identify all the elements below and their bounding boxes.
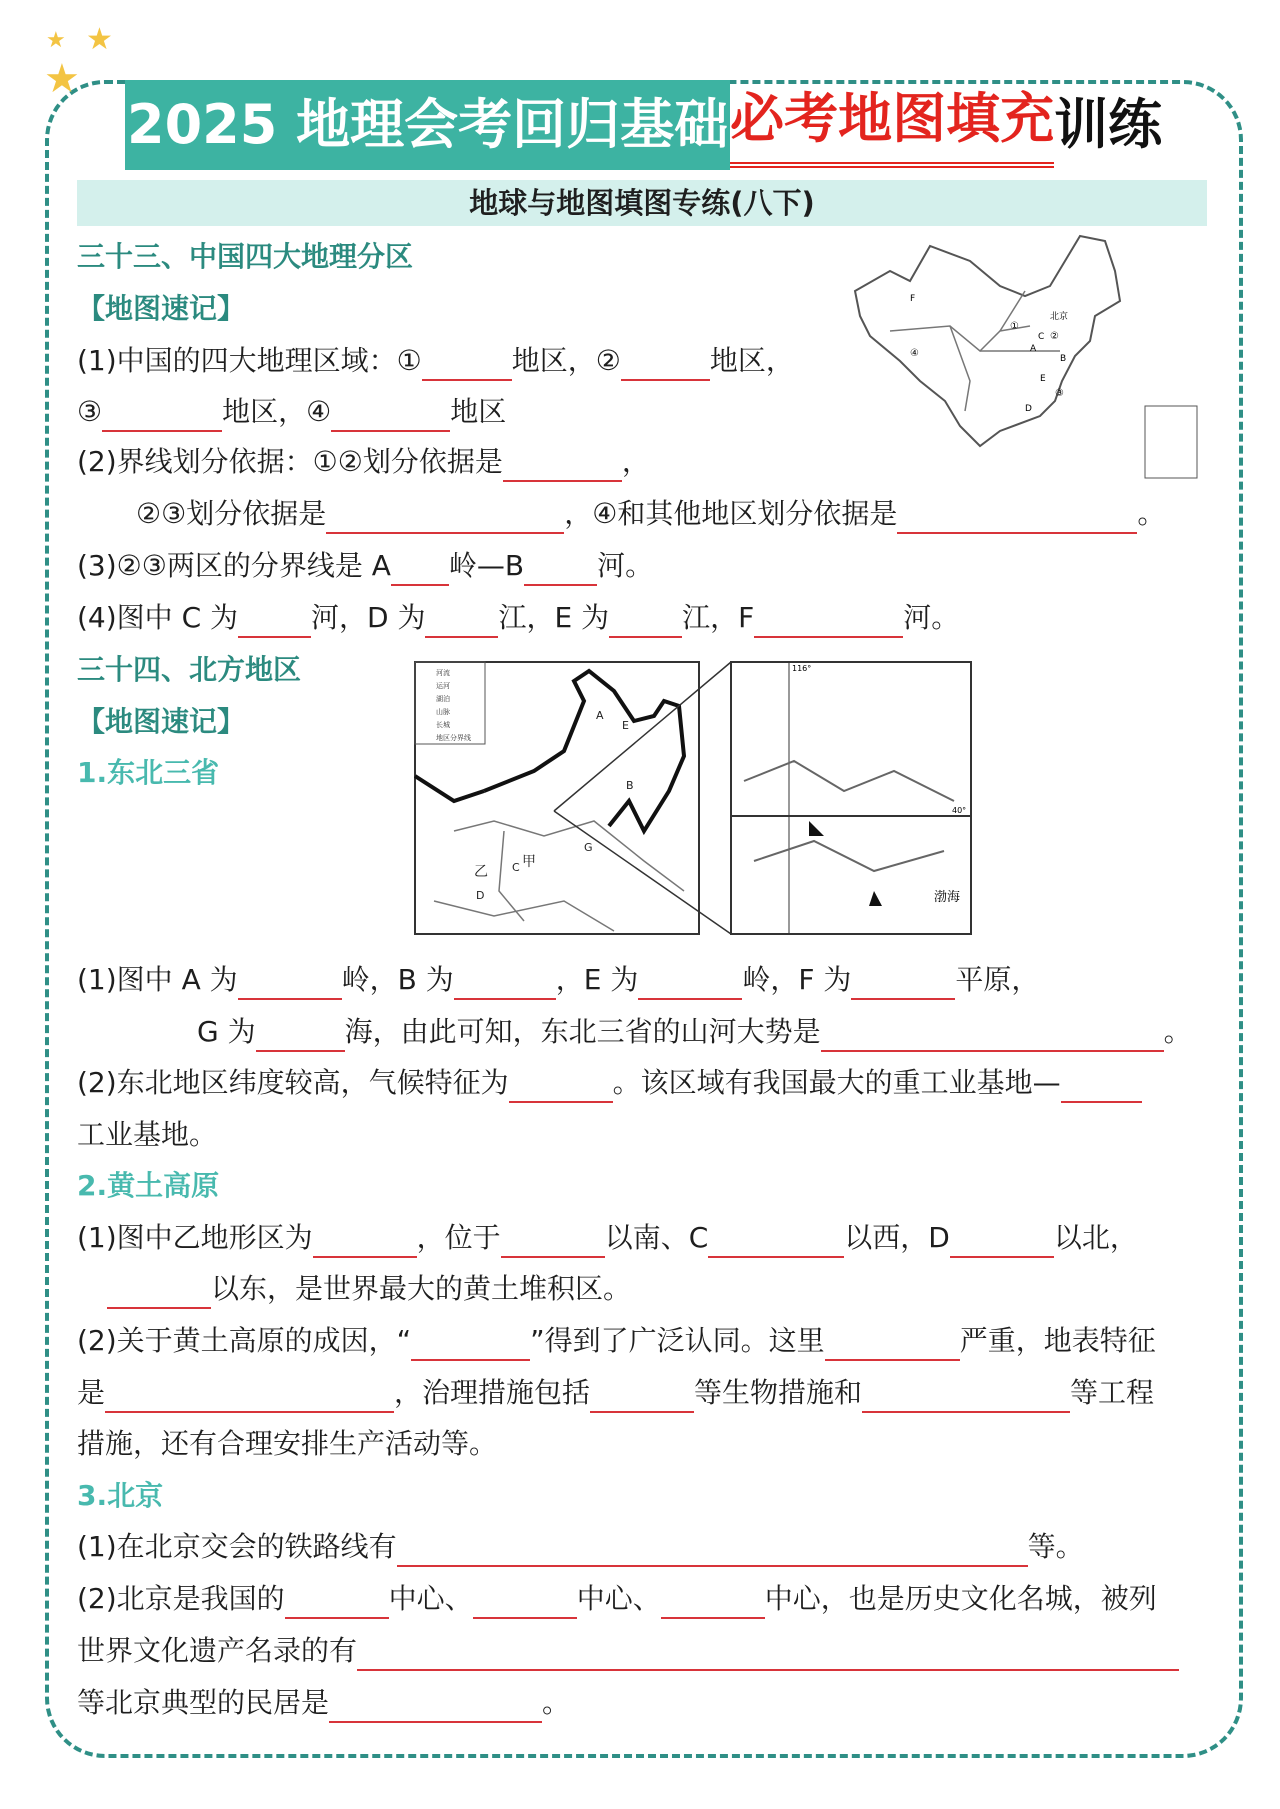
blank[interactable] (524, 552, 597, 586)
page-title (125, 80, 1162, 170)
memo-heading: 【地图速记】 (77, 292, 246, 325)
blank[interactable] (754, 604, 903, 638)
china-regions-map (850, 231, 1205, 483)
blank[interactable] (851, 966, 955, 1000)
map-label: A (1030, 344, 1037, 354)
blank[interactable] (1061, 1069, 1142, 1103)
question-line: 措施，还有合理安排生产活动等。 (77, 1427, 498, 1460)
blank[interactable] (422, 347, 512, 381)
blank[interactable] (661, 1585, 765, 1619)
text: ，④和其他地区划分依据是 (564, 497, 898, 530)
text: 中心、 (576, 1582, 661, 1615)
text: (2)关于黄土高原的成因，“ (77, 1324, 412, 1357)
text: 等北京典型的民居是 (77, 1686, 330, 1719)
star-icon: ★ (44, 56, 80, 102)
legend-item: 运河 (436, 682, 450, 690)
map-label: D (1025, 404, 1032, 414)
blank[interactable] (411, 1327, 530, 1361)
text: (1)中国的四大地理区域：① (77, 344, 422, 377)
blank[interactable] (313, 1224, 417, 1258)
text: 是 (77, 1376, 106, 1409)
text: 以东，是世界最大的黄土堆积区。 (211, 1272, 632, 1305)
text: 等生物措施和 (694, 1376, 863, 1409)
text: 河。 (903, 601, 960, 634)
section-heading: 三十三、中国四大地理分区 (77, 240, 414, 273)
blank[interactable] (397, 1533, 1028, 1567)
question-line (197, 1012, 1192, 1052)
blank[interactable] (590, 1379, 694, 1413)
text: 。 (1137, 497, 1166, 530)
text: ，位于 (416, 1221, 501, 1254)
blank[interactable] (326, 500, 564, 534)
text: ③ (77, 395, 103, 428)
text: ， (621, 445, 650, 478)
blank[interactable] (501, 1224, 605, 1258)
blank[interactable] (256, 1018, 345, 1052)
question-line (77, 1373, 1154, 1413)
text: 以北， (1053, 1221, 1138, 1254)
blank[interactable] (329, 1689, 542, 1723)
star-icon: ★ (46, 28, 66, 53)
question-line (77, 1218, 1138, 1258)
map-label: 乙 (474, 864, 488, 880)
map-label: B (1060, 354, 1067, 364)
blank[interactable] (331, 398, 450, 432)
text: ，治理措施包括 (394, 1376, 591, 1409)
legend-item: 地区分界线 (436, 734, 471, 742)
text: 。 (542, 1686, 571, 1719)
text: G 为 (197, 1015, 256, 1048)
text: 地区， (709, 344, 794, 377)
question-line (77, 960, 1039, 1000)
text: 岭，B 为 (341, 963, 454, 996)
text: (4)图中 C 为 (77, 601, 239, 634)
question-line (77, 1321, 1156, 1361)
question-line (77, 1683, 570, 1723)
map-label: ④ (910, 348, 919, 359)
text: 以南、C (604, 1221, 709, 1254)
text: 以西，D (844, 1221, 950, 1254)
section-heading: 三十四、北方地区 (77, 653, 302, 686)
text: 等。 (1027, 1530, 1084, 1563)
blank[interactable] (509, 1069, 613, 1103)
text: 中心，也是历史文化名城，被列 (764, 1582, 1157, 1615)
question-line (77, 598, 959, 638)
text: 江，E 为 (498, 601, 610, 634)
text: 严重，地表特征 (959, 1324, 1156, 1357)
question-line (77, 442, 650, 482)
blank[interactable] (285, 1585, 389, 1619)
blank[interactable] (425, 604, 498, 638)
blank[interactable] (950, 1224, 1054, 1258)
text: (2)界线划分依据：①②划分依据是 (77, 445, 503, 478)
map-label: D (476, 889, 485, 902)
map-label: F (910, 294, 916, 304)
legend-item: 河流 (436, 669, 450, 677)
map-label: E (622, 719, 629, 732)
text: 地区，④ (222, 395, 332, 428)
text: 平原， (955, 963, 1040, 996)
text: ，E 为 (555, 963, 639, 996)
blank[interactable] (708, 1224, 844, 1258)
text: 江，F (682, 601, 755, 634)
text: 地区，② (511, 344, 621, 377)
text: 。该区域有我国最大的重工业基地— (612, 1066, 1061, 1099)
text: (2)北京是我国的 (77, 1582, 285, 1615)
star-icon: ★ (86, 22, 113, 57)
map-label: A (596, 709, 604, 722)
blank[interactable] (609, 604, 682, 638)
question-line (107, 1269, 631, 1309)
blank[interactable] (454, 966, 556, 1000)
text: (1)在北京交会的铁路线有 (77, 1530, 397, 1563)
blank[interactable] (357, 1637, 1179, 1671)
question-line (77, 1579, 1157, 1619)
blank[interactable] (821, 1018, 1164, 1052)
map-label: 北京 (1050, 312, 1069, 322)
map-label: E (1040, 374, 1046, 384)
text: 河。 (597, 549, 654, 582)
longitude-label: 116° (792, 664, 812, 673)
text: 等工程 (1070, 1376, 1155, 1409)
text: 岭，F 为 (742, 963, 852, 996)
question-line: 工业基地。 (77, 1118, 218, 1151)
blank[interactable] (473, 1585, 577, 1619)
title-part2: 必考地图填充 (730, 80, 1054, 168)
text: 海，由此可知，东北三省的山河大势是 (344, 1015, 821, 1048)
text: (2)东北地区纬度较高，气候特征为 (77, 1066, 509, 1099)
map-label: ① (1010, 321, 1019, 332)
map-label: G (584, 841, 593, 854)
north-region-map (414, 661, 974, 936)
text: ②③划分依据是 (136, 497, 327, 530)
text: (1)图中乙地形区为 (77, 1221, 313, 1254)
question-line (77, 1527, 1084, 1567)
text: (3)②③两区的分界线是 A (77, 549, 391, 582)
question-line (136, 494, 1165, 534)
text: (1)图中 A 为 (77, 963, 238, 996)
text: 岭—B (448, 549, 525, 582)
legend-item: 湖泊 (436, 695, 450, 703)
question-line (77, 1063, 1142, 1103)
blank[interactable] (862, 1379, 1070, 1413)
text: ”得到了广泛认同。这里 (530, 1324, 825, 1357)
blank[interactable] (102, 398, 222, 432)
title-part3: 训练 (1054, 93, 1163, 156)
south-china-sea-inset (1145, 406, 1197, 478)
blank[interactable] (621, 347, 710, 381)
blank[interactable] (107, 1275, 211, 1309)
legend-item: 山脉 (436, 708, 450, 716)
map-label: ② (1050, 331, 1059, 342)
blank[interactable] (825, 1327, 960, 1361)
map-label: 甲 (522, 854, 536, 870)
text: 地区 (450, 395, 507, 428)
latitude-label: 40° (952, 806, 967, 815)
blank[interactable] (638, 966, 742, 1000)
subsection-heading: 1.东北三省 (77, 756, 220, 789)
blank[interactable] (238, 966, 342, 1000)
blank[interactable] (391, 552, 449, 586)
question-line (77, 341, 794, 381)
question-line (77, 546, 653, 586)
text: 。 (1163, 1015, 1192, 1048)
blank[interactable] (105, 1379, 394, 1413)
legend-item: 长城 (436, 721, 450, 729)
map-label: C (1038, 332, 1045, 342)
map-label: B (626, 779, 634, 792)
sea-label: 渤海 (934, 890, 961, 905)
subtitle: 地球与地图填图专练(八下) (77, 180, 1207, 226)
question-line (77, 392, 506, 432)
subsection-heading: 3.北京 (77, 1479, 164, 1512)
map-label: C (512, 861, 520, 874)
subsection-heading: 2.黄土高原 (77, 1169, 220, 1202)
text: 河，D 为 (311, 601, 426, 634)
map-label: ③ (1055, 388, 1064, 399)
blank[interactable] (897, 500, 1137, 534)
text: 世界文化遗产名录的有 (77, 1634, 358, 1667)
blank[interactable] (238, 604, 311, 638)
blank[interactable] (503, 448, 622, 482)
text: 中心、 (388, 1582, 473, 1615)
title-part1: 2025 地理会考回归基础 (125, 80, 730, 170)
memo-heading: 【地图速记】 (77, 705, 246, 738)
question-line (77, 1631, 1179, 1671)
